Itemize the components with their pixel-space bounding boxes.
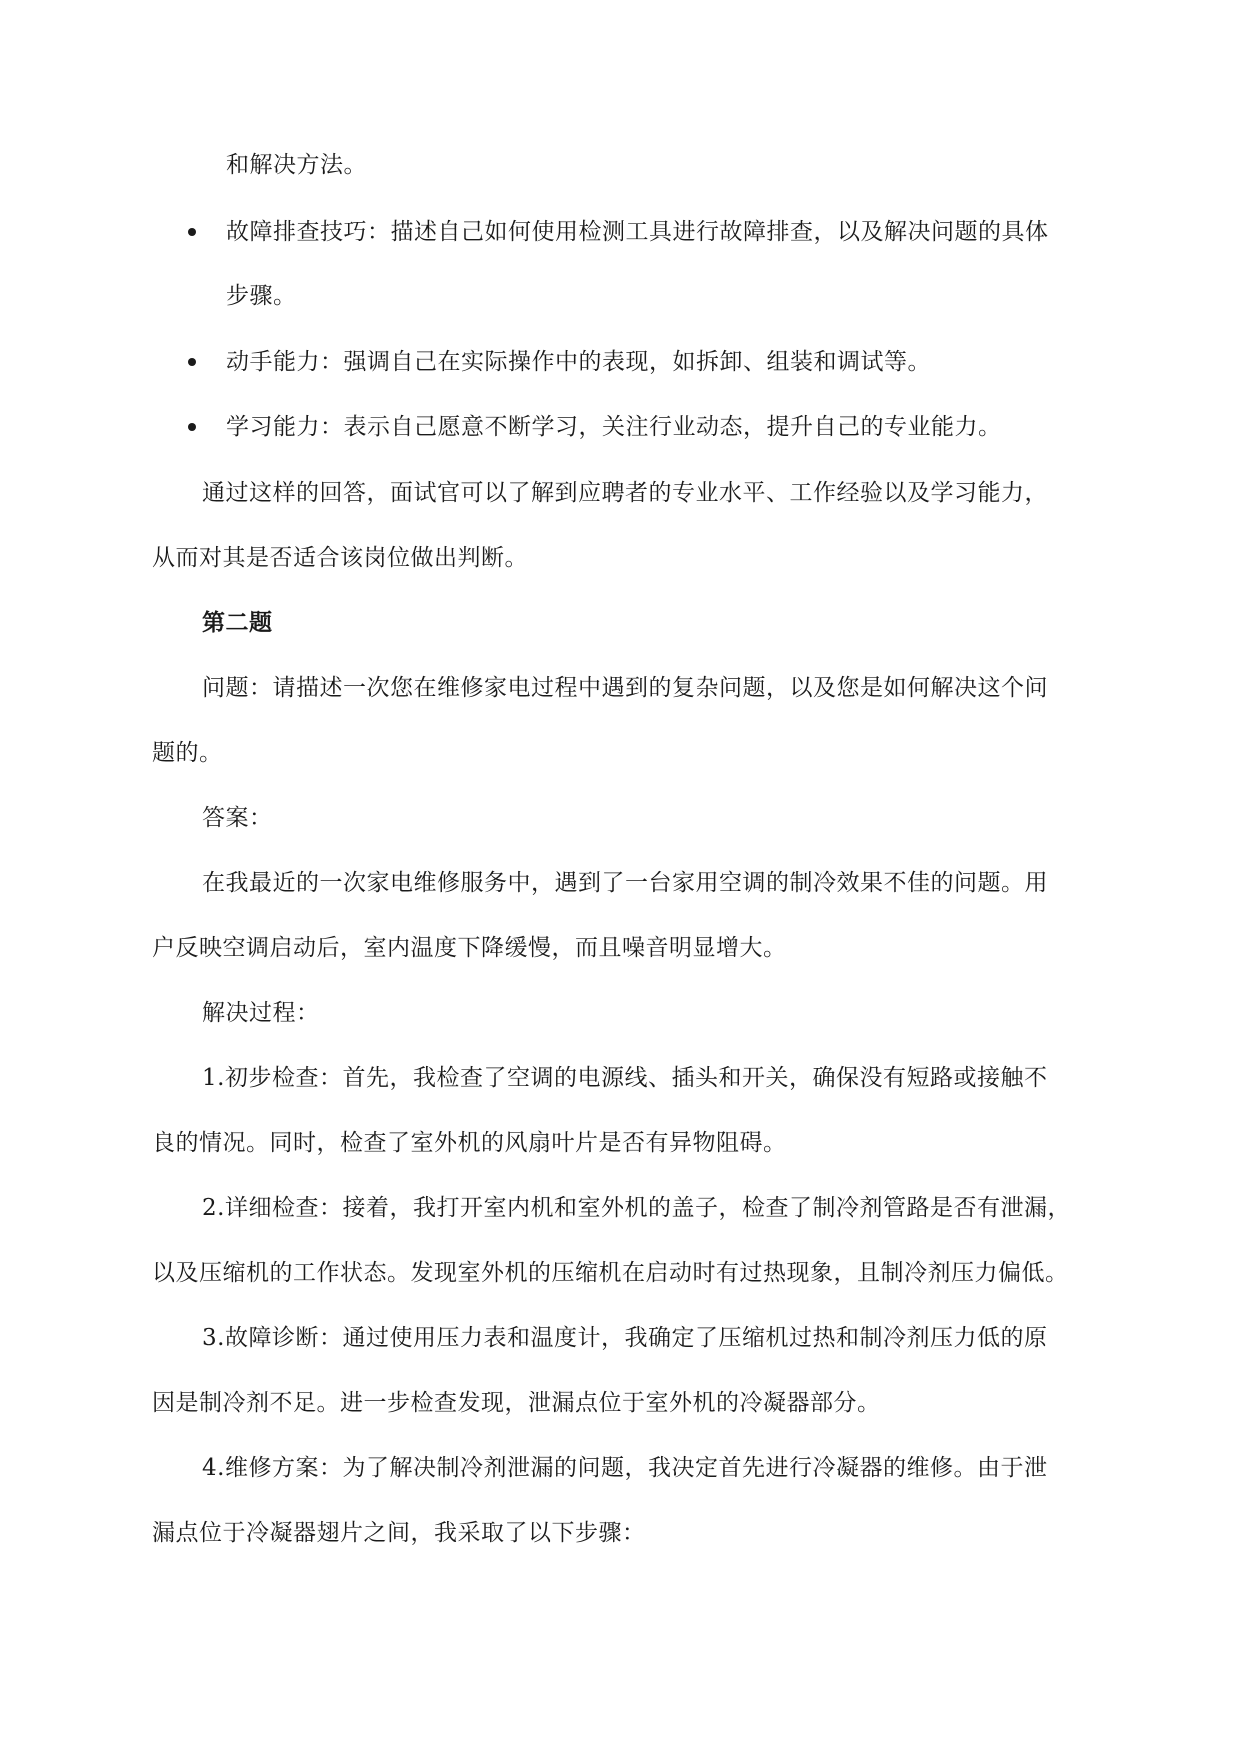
bullet-learning: 学习能力：表示自己愿意不断学习，关注行业动态，提升自己的专业能力。 <box>226 414 1002 440</box>
step2-line-2: 以及压缩机的工作状态。发现室外机的压缩机在启动时有过热现象，且制冷剂压力偏低。 <box>152 1260 1069 1286</box>
bullet-troubleshoot-line-1: 故障排查技巧：描述自己如何使用检测工具进行故障排查，以及解决问题的具体 <box>226 219 1049 245</box>
section-heading: 第二题 <box>202 609 273 636</box>
step1-line-1: 1.初步检查：首先，我检查了空调的电源线、插头和开关，确保没有短路或接触不 <box>202 1065 1048 1091</box>
paragraph-intro-tail: 和解决方法。 <box>226 152 367 178</box>
step1-line-2: 良的情况。同时，检查了室外机的风扇叶片是否有异物阻碍。 <box>152 1130 787 1156</box>
question-line-2: 题的。 <box>152 740 223 766</box>
summary-line-1: 通过这样的回答，面试官可以了解到应聘者的专业水平、工作经验以及学习能力， <box>202 480 1048 506</box>
step2-line-1: 2.详细检查：接着，我打开室内机和室外机的盖子，检查了制冷剂管路是否有泄漏， <box>202 1195 1071 1221</box>
bullet-icon <box>188 423 196 431</box>
question-line-1: 问题：请描述一次您在维修家电过程中遇到的复杂问题，以及您是如何解决这个问 <box>202 675 1048 701</box>
step4-line-1: 4.维修方案：为了解决制冷剂泄漏的问题，我决定首先进行冷凝器的维修。由于泄 <box>202 1455 1048 1481</box>
process-label: 解决过程： <box>202 1000 320 1026</box>
bullet-icon <box>188 358 196 366</box>
summary-line-2: 从而对其是否适合该岗位做出判断。 <box>152 545 528 571</box>
answer-line-1: 在我最近的一次家电维修服务中，遇到了一台家用空调的制冷效果不佳的问题。用 <box>202 870 1048 896</box>
bullet-icon <box>188 228 196 236</box>
bullet-hands-on: 动手能力：强调自己在实际操作中的表现，如拆卸、组装和调试等。 <box>226 349 931 375</box>
step3-line-1: 3.故障诊断：通过使用压力表和温度计，我确定了压缩机过热和制冷剂压力低的原 <box>202 1325 1048 1351</box>
answer-label: 答案： <box>202 805 273 831</box>
answer-line-2: 户反映空调启动后，室内温度下降缓慢，而且噪音明显增大。 <box>152 935 787 961</box>
bullet-troubleshoot-line-2: 步骤。 <box>226 283 297 309</box>
step3-line-2: 因是制冷剂不足。进一步检查发现，泄漏点位于室外机的冷凝器部分。 <box>152 1390 881 1416</box>
step4-line-2: 漏点位于冷凝器翅片之间，我采取了以下步骤： <box>152 1520 646 1546</box>
